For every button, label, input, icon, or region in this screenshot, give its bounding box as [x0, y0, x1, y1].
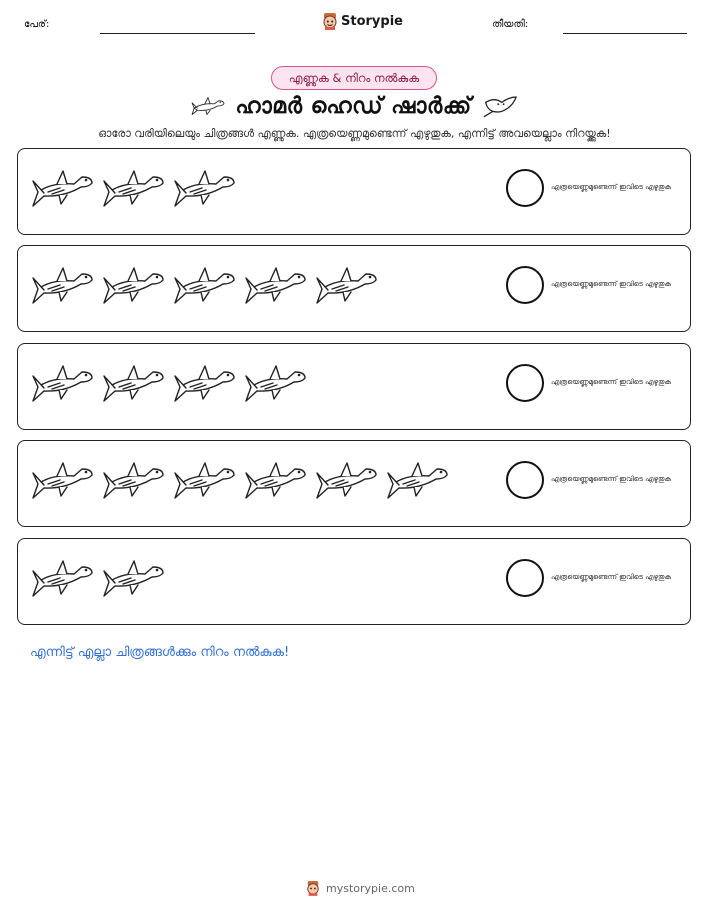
shark-group: [30, 458, 449, 502]
site-footer: [306, 880, 415, 896]
site-url: mystorypie.com: [326, 881, 415, 895]
hammerhead-shark-icon: [172, 361, 236, 405]
shark-group: [30, 361, 307, 405]
answer-circle[interactable]: [506, 364, 544, 402]
storypie-logo-icon: [306, 880, 320, 896]
instructions: ഓരോ വരിയിലെയും ചിത്രങ്ങൾ എണ്ണുക. എത്രയെണ്ണമുണ്ടെന്ന് എഴുതുക, എന്നിട്ട് അവയെല്ലാം നിറയ്ക്കുക!: [98, 127, 611, 140]
shark-group: [30, 556, 165, 600]
hammerhead-shark-icon: [101, 166, 165, 210]
hammerhead-shark-icon: [30, 263, 94, 307]
name-field[interactable]: [100, 33, 255, 34]
shark-group: [30, 263, 378, 307]
brand-name: Storypie: [341, 13, 403, 29]
hammerhead-shark-icon: [101, 361, 165, 405]
hammerhead-shark-icon: [30, 361, 94, 405]
hammerhead-shark-icon: [243, 458, 307, 502]
hammerhead-shark-icon: [243, 361, 307, 405]
shark-group: [30, 166, 236, 210]
hammerhead-shark-icon: [172, 458, 236, 502]
hammerhead-shark-icon: [172, 166, 236, 210]
hammerhead-shark-icon: [30, 458, 94, 502]
answer-hint: എത്രയെണ്ണമുണ്ടെന്ന് ഇവിടെ എഴുതുക: [551, 573, 672, 581]
hammerhead-shark-icon: [314, 458, 378, 502]
page-title: ഹാമർ ഹെഡ് ഷാർക്ക്: [235, 93, 472, 119]
answer-hint: എത്രയെണ്ണമുണ്ടെന്ന് ഇവിടെ എഴുതുക: [551, 475, 672, 483]
answer-hint: എത്രയെണ്ണമുണ്ടെന്ന് ഇവിടെ എഴുതുക: [551, 378, 672, 386]
answer-circle[interactable]: [506, 169, 544, 207]
counting-row: [17, 440, 691, 527]
hammerhead-shark-icon: [30, 556, 94, 600]
hammerhead-shark-icon: [191, 93, 225, 119]
date-label: തീയതി:: [492, 19, 529, 30]
footer-note: എന്നിട്ട് എല്ലാ ചിത്രങ്ങൾക്കും നിറം നൽകുക!: [30, 645, 290, 660]
hammerhead-shark-icon: [101, 556, 165, 600]
hammerhead-shark-icon: [243, 263, 307, 307]
answer-circle[interactable]: [506, 461, 544, 499]
stingray-icon: [482, 93, 518, 119]
counting-row: [17, 245, 691, 332]
hammerhead-shark-icon: [101, 263, 165, 307]
answer-hint: എത്രയെണ്ണമുണ്ടെന്ന് ഇവിടെ എഴുതുക: [551, 280, 672, 288]
hammerhead-shark-icon: [30, 166, 94, 210]
answer-circle[interactable]: [506, 266, 544, 304]
activity-badge: [271, 66, 437, 90]
title-row: [0, 90, 709, 122]
brand: [322, 12, 403, 30]
answer-circle[interactable]: [506, 559, 544, 597]
hammerhead-shark-icon: [385, 458, 449, 502]
hammerhead-shark-icon: [314, 263, 378, 307]
storypie-logo-icon: [322, 12, 338, 30]
counting-row: [17, 343, 691, 430]
activity-badge-text: എണ്ണുക & നിറം നൽകുക: [288, 70, 420, 85]
hammerhead-shark-icon: [172, 263, 236, 307]
hammerhead-shark-icon: [101, 458, 165, 502]
counting-row: [17, 538, 691, 625]
answer-hint: എത്രയെണ്ണമുണ്ടെന്ന് ഇവിടെ എഴുതുക: [551, 183, 672, 191]
name-label: പേര്:: [24, 19, 50, 30]
date-field[interactable]: [563, 33, 687, 34]
counting-row: [17, 148, 691, 235]
